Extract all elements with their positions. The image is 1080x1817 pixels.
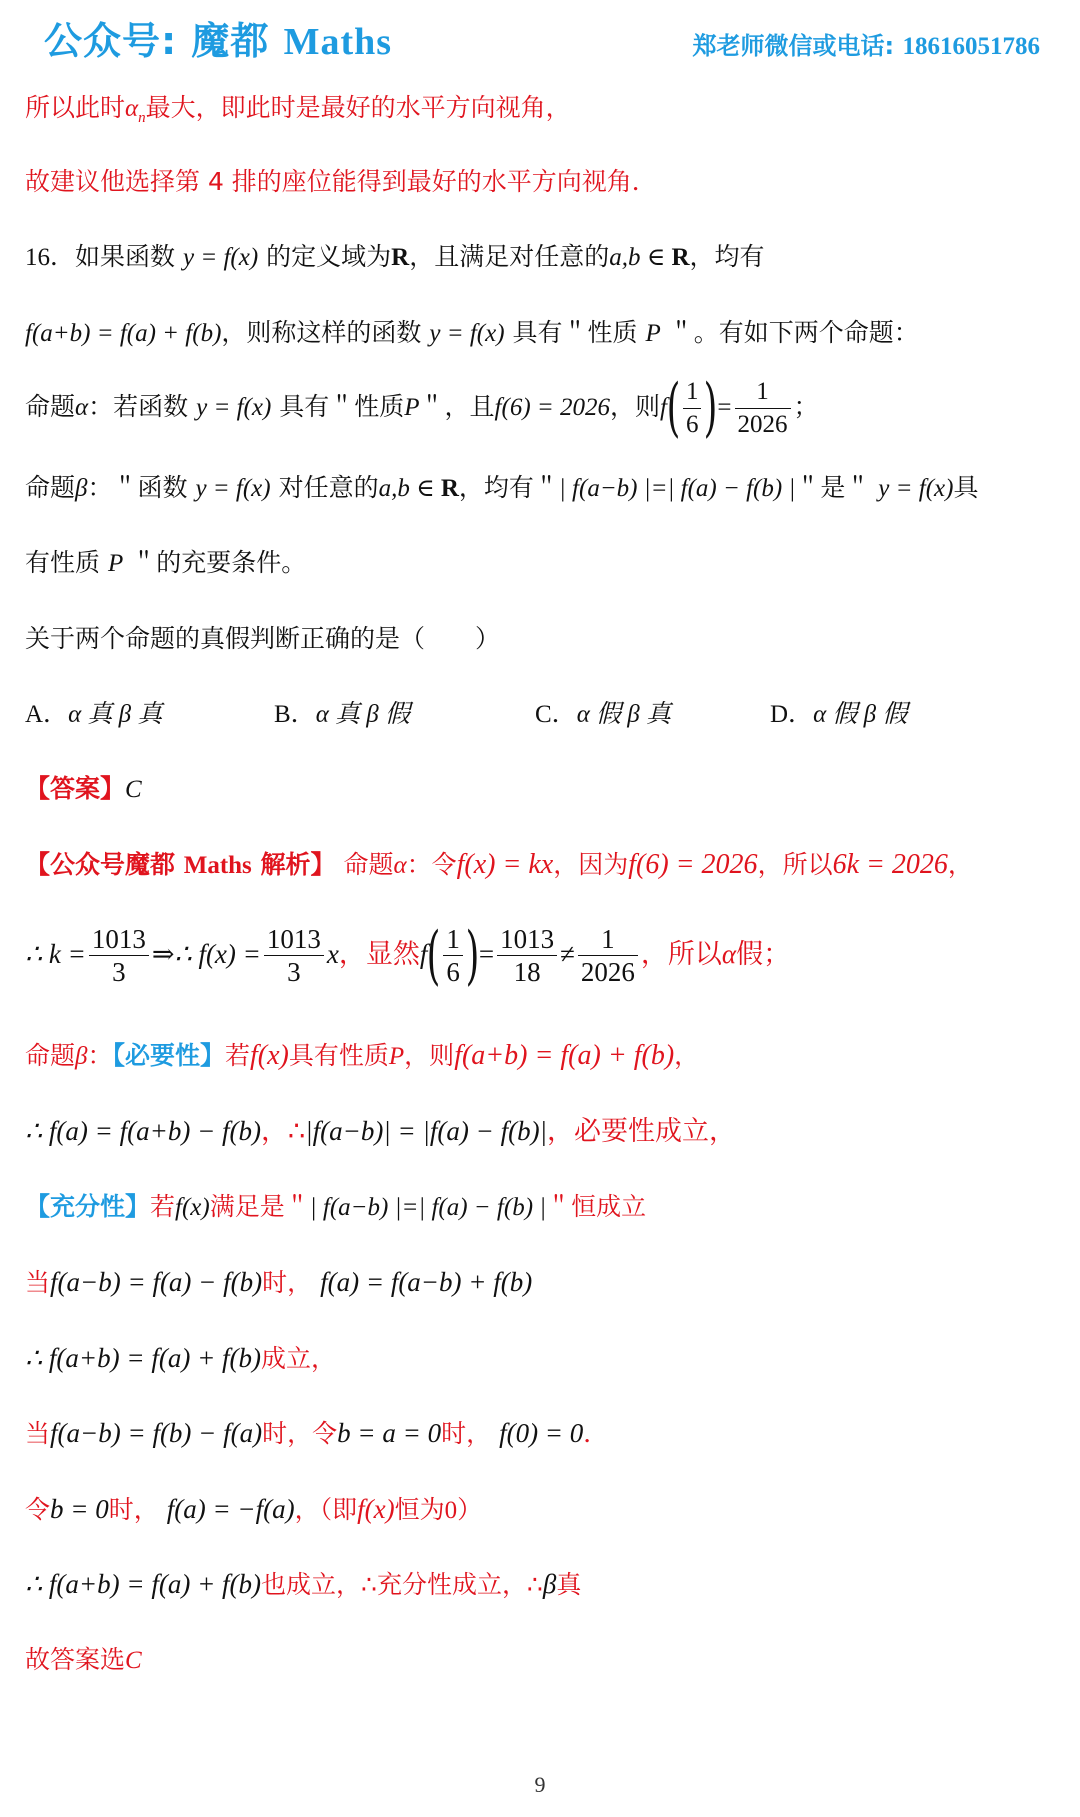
math: a,b ∈ bbox=[609, 244, 672, 271]
equals: = bbox=[717, 394, 732, 421]
math-f: f bbox=[660, 394, 667, 421]
text: ，则称这样的函数 bbox=[221, 318, 422, 347]
text: 令 bbox=[25, 1495, 51, 1524]
math-C: C bbox=[125, 1647, 142, 1674]
left-paren: ( bbox=[666, 371, 681, 445]
math-R: R bbox=[440, 475, 459, 502]
option-letter: B． bbox=[274, 701, 316, 728]
text: ，显然 bbox=[338, 939, 420, 970]
option-text: α 假 β 假 bbox=[813, 701, 908, 728]
case-line-4 bbox=[25, 1489, 1050, 1531]
numerator: 1 bbox=[735, 376, 791, 409]
brand-prefix: 公众号: 魔都 bbox=[44, 19, 284, 63]
denominator: 2026 bbox=[580, 957, 635, 987]
answer-label: 【答案】 bbox=[25, 774, 126, 803]
fraction-1-2026-b bbox=[578, 923, 638, 988]
numerator: 1 bbox=[578, 923, 638, 956]
necessity-line-2 bbox=[25, 1111, 1050, 1152]
text: 最大，即此时是最好的水平方向视角， bbox=[145, 93, 571, 122]
text: 关于两个命题的真假判断正确的是（ ） bbox=[25, 624, 501, 653]
math-sub: n bbox=[138, 110, 146, 126]
fraction-1-2026 bbox=[735, 376, 791, 441]
text: ＂是＂ bbox=[795, 473, 871, 502]
math: y = f(x) bbox=[195, 475, 271, 502]
text: 命题 bbox=[25, 473, 76, 502]
text: 假； bbox=[736, 939, 791, 970]
math: f(6) = 2026 bbox=[628, 849, 758, 880]
text: 的定义域为 bbox=[266, 242, 392, 271]
text: ＂，且 bbox=[419, 392, 495, 421]
solution-line-k bbox=[25, 916, 1050, 993]
text: ∴ bbox=[361, 1570, 377, 1599]
text: 所以此时 bbox=[25, 93, 126, 122]
math: f(6) = 2026 bbox=[494, 394, 611, 421]
math-beta: β bbox=[75, 1043, 88, 1070]
right-paren: ) bbox=[704, 371, 718, 445]
text: 命题 bbox=[25, 392, 76, 421]
denominator: 3 bbox=[112, 957, 126, 987]
text: 具有＂性质 bbox=[512, 318, 638, 347]
text: ，且满足对任意的 bbox=[409, 242, 610, 271]
case-line-2 bbox=[25, 1338, 1050, 1379]
math: f(x) bbox=[175, 1194, 210, 1221]
text: 命题 bbox=[343, 850, 394, 879]
solution-line-1 bbox=[25, 845, 1050, 886]
options-row bbox=[25, 694, 1050, 734]
answer-value: C bbox=[125, 776, 142, 803]
numerator: 1013 bbox=[497, 923, 557, 956]
brand-suffix: Maths bbox=[283, 21, 393, 63]
text: ，所以 bbox=[757, 850, 833, 879]
text: ：若函数 bbox=[88, 392, 189, 421]
math-P: P bbox=[404, 394, 420, 421]
fraction-1-6 bbox=[683, 376, 702, 441]
text: ； bbox=[793, 392, 819, 421]
math-alpha: α bbox=[393, 852, 407, 879]
math: ∴ f(a+b) = f(a) + f(b) bbox=[25, 1569, 262, 1599]
math-beta: β bbox=[75, 475, 88, 502]
option-text: α 真 β 真 bbox=[68, 701, 163, 728]
math: ⇒∴ f(x) = bbox=[151, 939, 261, 969]
answer-line bbox=[25, 769, 1050, 810]
text: 具 bbox=[953, 473, 979, 502]
numerator: 1013 bbox=[264, 923, 324, 956]
text: ，（即 bbox=[294, 1495, 358, 1524]
math: | f(a−b) |=| f(a) − f(b) | bbox=[309, 1194, 547, 1221]
denominator: 6 bbox=[685, 410, 699, 438]
text: 当 bbox=[25, 1419, 51, 1448]
text: 充分性成立， bbox=[376, 1570, 527, 1599]
question-16-line-1 bbox=[25, 237, 1050, 278]
equals: = bbox=[478, 939, 495, 969]
left-paren: ( bbox=[427, 918, 441, 993]
text: 有性质 bbox=[25, 548, 101, 577]
text: ，所以 bbox=[640, 939, 722, 970]
necessity-tag: 【必要性】 bbox=[112, 1041, 225, 1070]
text: ，均有＂ bbox=[458, 473, 559, 502]
math: f(x) bbox=[357, 1494, 395, 1524]
text: ，∴ bbox=[261, 1116, 306, 1147]
text: 故答案选 bbox=[25, 1645, 126, 1674]
text: 时， bbox=[108, 1495, 159, 1524]
numerator: 1 bbox=[443, 923, 463, 956]
math: a,b ∈ bbox=[378, 475, 441, 502]
option-letter: C． bbox=[535, 701, 577, 728]
text: 时，令 bbox=[262, 1419, 338, 1448]
text: ＂的充要条件。 bbox=[131, 548, 307, 577]
text: ， bbox=[947, 850, 973, 879]
text: 恒为 bbox=[394, 1495, 445, 1524]
math: f(a+b) = f(a) + f(b) bbox=[25, 320, 222, 347]
fraction-1013-18 bbox=[497, 923, 557, 988]
text: 真 bbox=[556, 1570, 582, 1599]
text: ） bbox=[457, 1495, 483, 1524]
option-c[interactable] bbox=[535, 694, 671, 735]
not-equal: ≠ bbox=[560, 939, 575, 969]
solution-label-maths: Maths bbox=[183, 852, 252, 879]
option-letter: D． bbox=[770, 701, 814, 728]
math: | f(a−b) |=| f(a) − f(b) | bbox=[558, 475, 796, 502]
numerator: 1 bbox=[683, 376, 702, 409]
case-line-5 bbox=[25, 1564, 1050, 1605]
text: 具有＂性质 bbox=[279, 392, 405, 421]
math-P: P bbox=[107, 550, 124, 577]
text: ，必要性成立， bbox=[547, 1116, 737, 1147]
math-alpha: α bbox=[75, 394, 89, 421]
math-R: R bbox=[391, 244, 410, 271]
text: 也成立， bbox=[261, 1570, 362, 1599]
option-b[interactable] bbox=[274, 694, 410, 735]
math: f(a−b) = f(b) − f(a) bbox=[50, 1418, 263, 1448]
text: 故建议他选择第 4 排的座位能得到最好的水平方向视角． bbox=[25, 167, 657, 196]
math: f(0) = 0 bbox=[499, 1418, 584, 1448]
sufficiency-tag: 【充分性】 bbox=[25, 1192, 151, 1221]
math-R: R bbox=[671, 244, 690, 271]
math: ∴ f(a+b) = f(a) + f(b) bbox=[25, 1343, 262, 1373]
necessity-line-1 bbox=[25, 1036, 1050, 1077]
math-alpha: α bbox=[125, 95, 139, 122]
math: 6k = 2026 bbox=[832, 849, 948, 880]
math: f(a) = f(a−b) + f(b) bbox=[320, 1267, 533, 1297]
text: 若 bbox=[150, 1192, 176, 1221]
text: ：令 bbox=[406, 850, 457, 879]
math-x: x bbox=[326, 939, 339, 969]
math: y = f(x) bbox=[196, 394, 272, 421]
text: 时， bbox=[262, 1268, 313, 1297]
math-f: f bbox=[419, 939, 428, 969]
solution-label-end: 解析】 bbox=[251, 850, 336, 879]
text: ． bbox=[583, 1419, 609, 1448]
math: y = f(x) bbox=[182, 244, 259, 271]
text: ， bbox=[674, 1041, 700, 1070]
math-beta: β bbox=[542, 1569, 557, 1599]
text: 满足是＂ bbox=[209, 1192, 310, 1221]
option-text: α 真 β 假 bbox=[315, 701, 411, 728]
text: ，因为 bbox=[553, 850, 629, 879]
text: 时， bbox=[441, 1419, 492, 1448]
question-16-line-2 bbox=[25, 313, 1050, 354]
fraction-1013-3-b bbox=[264, 923, 324, 988]
question-number: 16． bbox=[25, 244, 76, 271]
text: ： bbox=[87, 1041, 113, 1070]
case-line-3 bbox=[25, 1413, 1050, 1454]
contact-info bbox=[693, 26, 1040, 61]
denominator: 2026 bbox=[737, 410, 788, 438]
text: 命题 bbox=[25, 1041, 76, 1070]
text: ，则 bbox=[404, 1041, 455, 1070]
right-paren: ) bbox=[465, 918, 480, 993]
text: ＂。有如下两个命题： bbox=[668, 318, 919, 347]
math: b = a = 0 bbox=[337, 1418, 442, 1448]
denominator: 18 bbox=[513, 957, 541, 987]
text: ＂恒成立 bbox=[546, 1192, 647, 1221]
math-P: P bbox=[388, 1043, 405, 1070]
text: ：＂函数 bbox=[87, 473, 188, 502]
question-prompt bbox=[25, 619, 1050, 659]
math-zero: 0 bbox=[444, 1497, 458, 1524]
brand-title bbox=[44, 10, 392, 65]
math-P: P bbox=[645, 320, 661, 347]
math-alpha: α bbox=[721, 939, 737, 969]
denominator: 6 bbox=[446, 957, 460, 987]
option-letter: A． bbox=[25, 701, 69, 728]
text: 如果函数 bbox=[75, 242, 176, 271]
page-number: 9 bbox=[534, 1772, 546, 1797]
math: b = 0 bbox=[50, 1494, 109, 1524]
math: f(a+b) = f(a) + f(b) bbox=[454, 1040, 675, 1071]
proposition-beta-line-1 bbox=[25, 468, 1050, 509]
math: f(a−b) = f(a) − f(b) bbox=[50, 1267, 263, 1297]
case-line-1 bbox=[25, 1262, 1050, 1303]
text: ∴ bbox=[526, 1570, 543, 1599]
option-text: α 假 β 真 bbox=[576, 701, 672, 728]
text: 具有性质 bbox=[288, 1041, 389, 1070]
text: 成立， bbox=[261, 1344, 337, 1373]
option-d[interactable] bbox=[770, 694, 907, 735]
contact-number: 18616051786 bbox=[902, 33, 1040, 60]
proposition-beta-line-2 bbox=[25, 543, 1050, 584]
denominator: 3 bbox=[287, 957, 301, 987]
math: ∴ f(a) = f(a+b) − f(b) bbox=[25, 1116, 262, 1146]
line-conclusion-1 bbox=[25, 88, 1050, 138]
solution-label: 【公众号魔都 bbox=[25, 850, 184, 879]
numerator: 1013 bbox=[89, 923, 149, 956]
fraction-1-6-b bbox=[443, 923, 463, 988]
text: 当 bbox=[25, 1268, 51, 1297]
math: f(x) bbox=[250, 1040, 289, 1071]
final-answer-line bbox=[25, 1640, 1050, 1681]
text: ，则 bbox=[610, 392, 661, 421]
fraction-1013-3 bbox=[89, 923, 149, 988]
math: y = f(x) bbox=[429, 320, 505, 347]
contact-label: 郑老师微信或电话: bbox=[692, 32, 903, 60]
math: |f(a−b)| = |f(a) − f(b)| bbox=[305, 1116, 548, 1146]
math: ∴ k = bbox=[25, 939, 86, 969]
math: y = f(x) bbox=[878, 475, 954, 502]
sufficiency-line bbox=[25, 1187, 1050, 1228]
line-conclusion-2 bbox=[25, 162, 1050, 202]
text: ，均有 bbox=[689, 242, 765, 271]
math: f(x) = kx bbox=[456, 849, 554, 880]
proposition-alpha bbox=[25, 372, 1050, 443]
math: f(a) = −f(a) bbox=[166, 1494, 295, 1524]
text: 若 bbox=[225, 1041, 251, 1070]
text: 对任意的 bbox=[278, 473, 379, 502]
option-a[interactable] bbox=[25, 694, 162, 735]
